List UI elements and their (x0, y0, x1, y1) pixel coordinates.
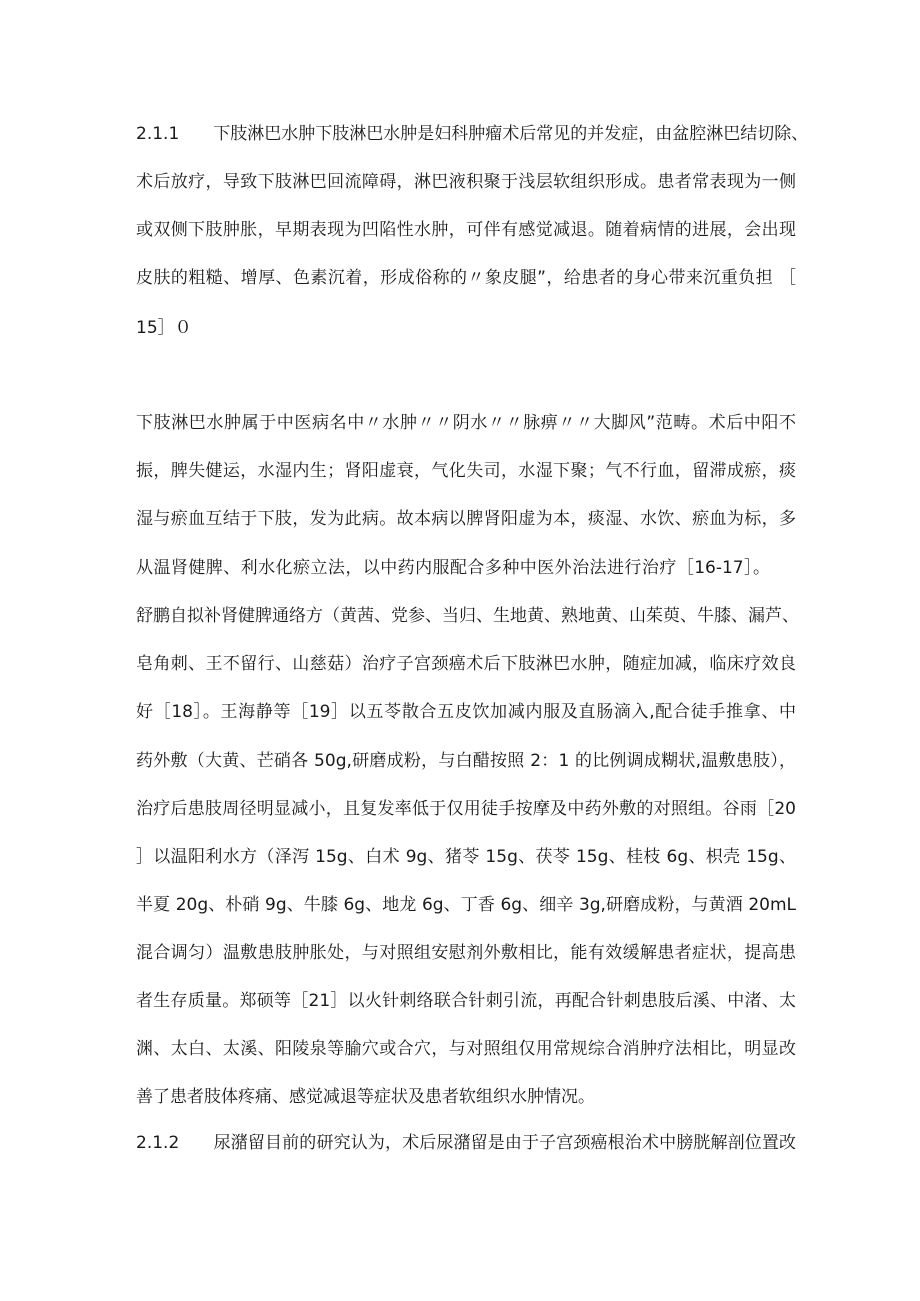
text-line: 善了患者肢体疼痛、感觉减退等症状及患者软组织水肿情况。 (136, 1087, 595, 1107)
text-line: 半夏 20g、朴硝 9g、牛膝 6g、地龙 6g、丁香 6g、细辛 3g,研磨成粉，与黄酒 20mL (136, 895, 796, 915)
text-line: 皂角刺、王不留行、山慈菇）治疗子宫颈癌术后下肢淋巴水肿，随症加减，临床疗效良 (136, 654, 796, 674)
text-line: 混合调匀）温敷患肢肿胀处，与对照组安慰剂外敷相比，能有效缓解患者症状，提高患 (136, 943, 796, 963)
text-line: 2.1.2 尿潴留目前的研究认为，术后尿潴留是由于子宫颈癌根治术中膀胱解剖位置改 (136, 1133, 796, 1153)
text-line: 治疗后患肢周径明显减小，且复发率低于仅用徒手按摩及中药外敷的对照组。谷雨［20 (136, 799, 796, 819)
text-line: 术后放疗，导致下肢淋巴回流障碍，淋巴液积聚于浅层软组织形成。患者常表现为一侧 (136, 172, 796, 192)
text-line: 好［18］。王海静等［19］以五苓散合五皮饮加减内服及直肠滴入,配合徒手推拿、中 (136, 702, 796, 722)
text-line: 振，脾失健运，水湿内生；肾阳虚衰，气化失司，水湿下聚；气不行血，留滞成瘀，痰 (136, 461, 796, 481)
text-line: ］以温阳利水方（泽泻 15g、白术 9g、猪苓 15g、茯苓 15g、桂枝 6g、枳壳 15g、 (136, 847, 796, 867)
text-line: 药外敷（大黄、芒硝各 50g,研磨成粉，与白醋按照 2：1 的比例调成糊状,温敷患肢）， (136, 751, 796, 771)
text-line: 15］０ (136, 318, 192, 338)
text-line: 者生存质量。郑硕等［21］以火针刺络联合针刺引流，再配合针刺患肢后溪、中渚、太 (136, 991, 796, 1011)
text-line: 皮肤的粗糙、增厚、色素沉着，形成俗称的〃象皮腿”，给患者的身心带来沉重负担 ［ (136, 268, 796, 288)
text-line: 下肢淋巴水肿属于中医病名中〃水肿〃〃阴水〃〃脉痹〃〃大脚风”范畴。术后中阳不 (136, 413, 796, 433)
text-line: 2.1.1 下肢淋巴水肿下肢淋巴水肿是妇科肿瘤术后常见的并发症，由盆腔淋巴结切除、 (136, 124, 809, 144)
text-line: 渊、太白、太溪、阳陵泉等腧穴或合穴，与对照组仅用常规综合消肿疗法相比，明显改 (136, 1039, 796, 1059)
text-line: 或双侧下肢肿胀，早期表现为凹陷性水肿，可伴有感觉减退。随着病情的进展，会出现 (136, 220, 796, 240)
text-line: 湿与瘀血互结于下肢，发为此病。故本病以脾肾阳虚为本，痰湿、水饮、瘀血为标，多 (136, 509, 796, 529)
text-line: 舒鹏自拟补肾健脾通络方（黄茜、党参、当归、生地黄、熟地黄、山茱萸、牛膝、漏芦、 (136, 606, 799, 626)
text-line: 从温肾健脾、利水化瘀立法，以中药内服配合多种中医外治法进行治疗［16-17］。 (136, 558, 770, 578)
